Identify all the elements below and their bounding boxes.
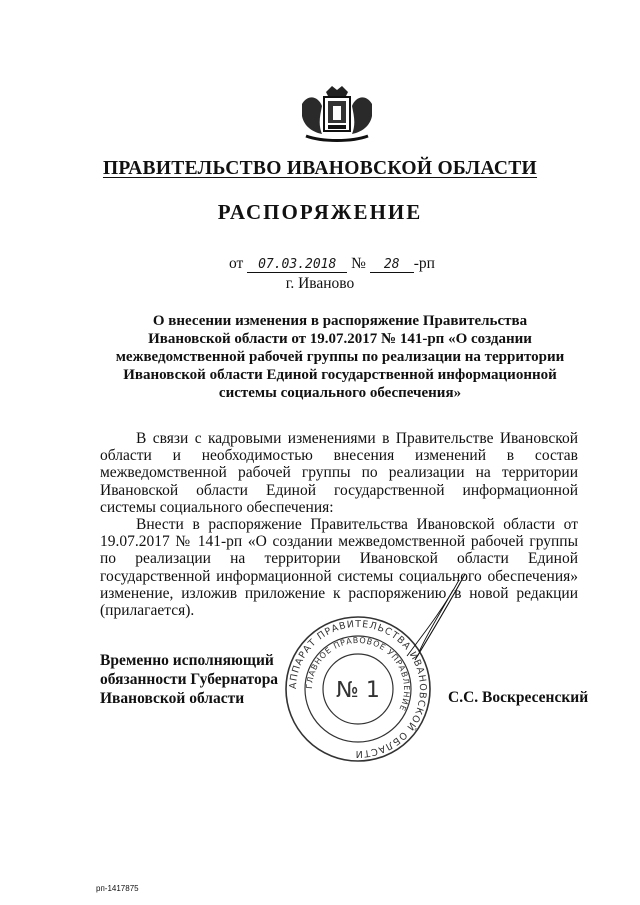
document-city: г. Иваново (285, 275, 355, 292)
document-number: 28 (370, 257, 414, 273)
body-paragraph: В связи с кадровыми изменениями в Правительстве Ивановской области и необходимостью внесения изменений в состав межведомственной рабочей группы по реализации на территории Ивановской области Единой государственной информационной системы социального обеспечения: (100, 430, 578, 516)
registration-code: рп-1417875 (96, 884, 139, 893)
stamp-number: № 1 (336, 678, 380, 703)
stamp-outer-text: АППАРАТ ПРАВИТЕЛЬСТВА ИВАНОВСКОЙ ОБЛАСТИ (287, 618, 429, 760)
stamp-inner-text: ГЛАВНОЕ ПРАВОВОЕ УПРАВЛЕНИЕ (304, 635, 412, 713)
document-type: РАСПОРЯЖЕНИЕ (217, 200, 423, 224)
handwritten-signature (395, 572, 470, 662)
signer-name: С.С. Воскресенский (448, 689, 589, 706)
document-date: 07.03.2018 (247, 257, 347, 273)
number-label: № (351, 255, 366, 272)
signer-line: Ивановской области (100, 690, 245, 707)
coat-of-arms-icon (298, 84, 376, 142)
document-title: О внесении изменения в распоряжение Правительства Ивановской области от 19.07.2017 № 141-рп «О создании межведомственной рабочей группы по реализации на территории Ивановской области Единой государственной информационной системы социального обеспечения» (115, 313, 565, 401)
document-body (100, 430, 578, 619)
signer-line: Временно исполняющий (100, 652, 274, 669)
date-prefix: от (229, 255, 244, 272)
signer-line: обязанности Губернатора (100, 671, 279, 688)
body-paragraph: Внести в распоряжение Правительства Ивановской области от 19.07.2017 № 141-рп «О создании межведомственной рабочей группы по реализации на территории Ивановской области Единой государственной информационной системы социального обеспечения» изменение, изложив приложение к распоряжению в новой редакции (прилагается). (100, 516, 578, 620)
document-dateline (229, 255, 435, 273)
number-suffix: -рп (413, 255, 435, 272)
signer-position (100, 651, 280, 708)
government-name: ПРАВИТЕЛЬСТВО ИВАНОВСКОЙ ОБЛАСТИ (102, 158, 538, 179)
